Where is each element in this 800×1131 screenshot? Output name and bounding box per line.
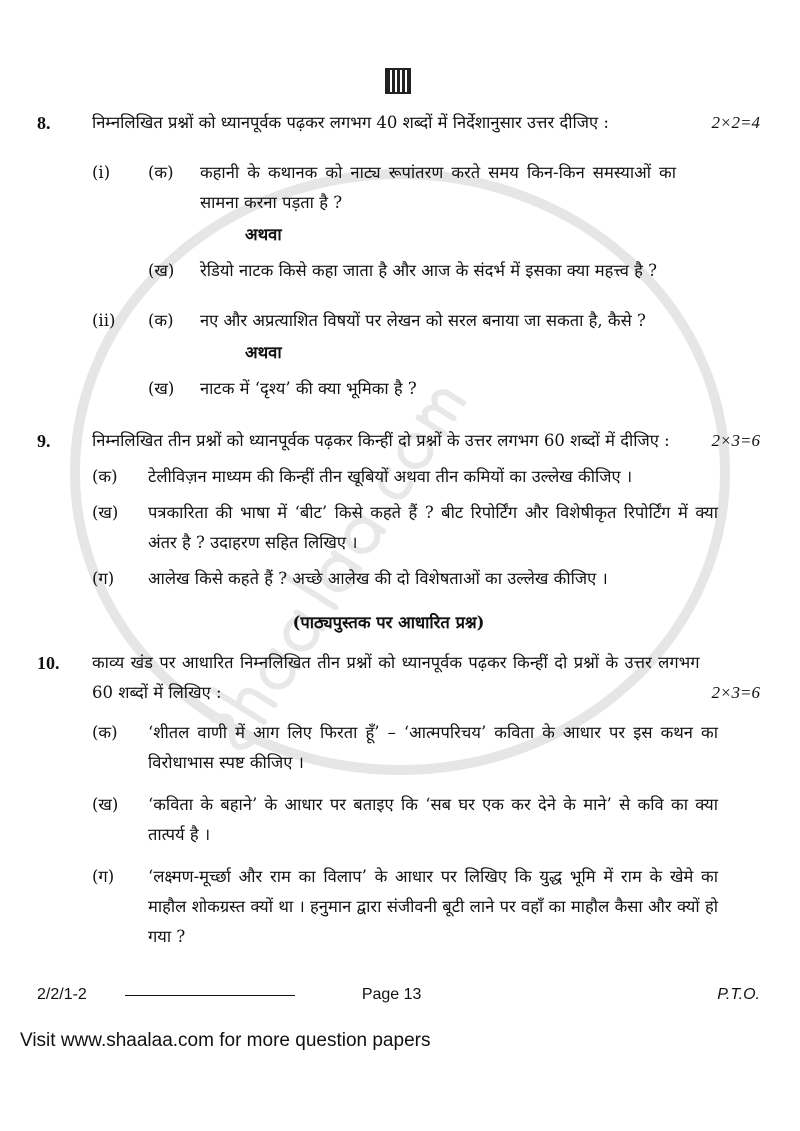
question-number: 10.: [37, 653, 60, 673]
question-8: [37, 108, 760, 404]
option-text: ‘शीतल वाणी में आग लिए फिरता हूँ’ – ‘आत्मपरिचय’ कविता के आधार पर इस: [148, 723, 653, 742]
option-text: कहानी के कथानक को नाट्य रूपांतरण करते समय किन-किन समस्याओं का: [200, 163, 676, 182]
question-10: [37, 648, 760, 952]
option-text: का क्या तात्पर्य है ।: [148, 795, 718, 844]
marks: 2×3=6: [711, 683, 760, 702]
option-text: रेडियो नाटक किसे कहा जाता है और आज के संदर्भ में इसका क्या महत्त्व: [200, 261, 629, 280]
option-label: (ख): [148, 379, 175, 398]
question-number: 8.: [37, 113, 51, 133]
option-label: (क): [148, 163, 174, 182]
sub-label: (ii): [92, 311, 116, 330]
option-text: में क्या अंतर है ? उदाहरण सहित लिखिए ।: [148, 503, 718, 552]
paper-code: 2/2/1-2: [37, 986, 87, 1003]
option-label: (ख): [148, 261, 175, 280]
question-text: निम्नलिखित प्रश्नों को ध्यानपूर्वक पढ़कर लगभग 40 शब्दों में निर्देशानुसार उत्तर दीजिए :: [92, 113, 609, 132]
question-text: उत्तर लगभग 60 शब्दों में लिखिए :: [92, 653, 700, 702]
footer-rule: [125, 995, 295, 996]
option-text: ‘लक्ष्मण-मूर्च्छा और राम का विलाप’ के आधार पर लिखिए कि युद्ध भूमि में राम के: [148, 867, 663, 886]
option-text: कथन का विरोधाभास स्पष्ट कीजिए ।: [148, 723, 718, 772]
option-text: माहौल कैसा और क्यों हो गया ?: [148, 897, 719, 946]
option-text: आलेख किसे कहते हैं ? अच्छे आलेख की दो विशेषताओं का उल्लेख कीजिए ।: [148, 569, 608, 588]
page-number: Page 13: [361, 986, 422, 1003]
option-text: पत्रकारिता की भाषा में ‘बीट’ किसे कहते हैं ? बीट रिपोर्टिंग और विशेषीकृत रिपोर्टिंग: [148, 503, 671, 522]
option-text: नाटक में ‘दृश्य’ की क्या भूमिका है ?: [200, 379, 417, 398]
option-label: (ख): [92, 795, 119, 814]
or-label: अथवा: [245, 343, 282, 362]
question-text: निम्नलिखित तीन प्रश्नों को ध्यानपूर्वक पढ़कर किन्हीं दो प्रश्नों के उत्तर लगभग 60 शब्दों में: [92, 431, 615, 450]
option-label: (ग): [92, 569, 115, 588]
option-text: सामना करना पड़ता है ?: [200, 193, 343, 212]
option-label: (क): [92, 723, 118, 742]
option-label: (क): [92, 467, 118, 486]
sub-label: (i): [92, 163, 111, 182]
option-text: टेलीविज़न माध्यम की किन्हीं तीन खूबियों अथवा तीन कमियों का उल्लेख कीजिए ।: [148, 467, 633, 486]
section-heading: (पाठ्यपुस्तक पर आधारित प्रश्न): [292, 613, 485, 632]
marks: 2×3=6: [711, 431, 760, 450]
option-text: खेमे का माहौल शोकग्रस्त क्यों था । हनुमान द्वारा संजीवनी बूटी लाने पर वहाँ का: [148, 867, 718, 916]
pto-label: P.T.O.: [717, 986, 760, 1003]
option-text: है ?: [634, 261, 657, 280]
option-text: नए और अप्रत्याशित विषयों पर लेखन को सरल बनाया जा सकता है, कैसे ?: [200, 311, 646, 330]
option-label: (क): [148, 311, 174, 330]
visit-link[interactable]: Visit www.shaalaa.com for more question papers: [20, 1030, 431, 1051]
option-text: ‘कविता के बहाने’ के आधार पर बताइए कि ‘सब घर एक कर देने के माने’ से कवि: [148, 795, 664, 814]
question-9: [37, 426, 760, 594]
marks: 2×2=4: [711, 113, 760, 132]
or-label: अथवा: [245, 225, 282, 244]
option-label: (ग): [92, 867, 115, 886]
page-footer: [37, 986, 760, 1004]
option-label: (ख): [92, 503, 119, 522]
question-text: दीजिए :: [620, 431, 670, 450]
question-text: काव्य खंड पर आधारित निम्नलिखित तीन प्रश्नों को ध्यानपूर्वक पढ़कर किन्हीं दो प्रश्नों के: [92, 653, 619, 672]
question-number: 9.: [37, 431, 51, 451]
